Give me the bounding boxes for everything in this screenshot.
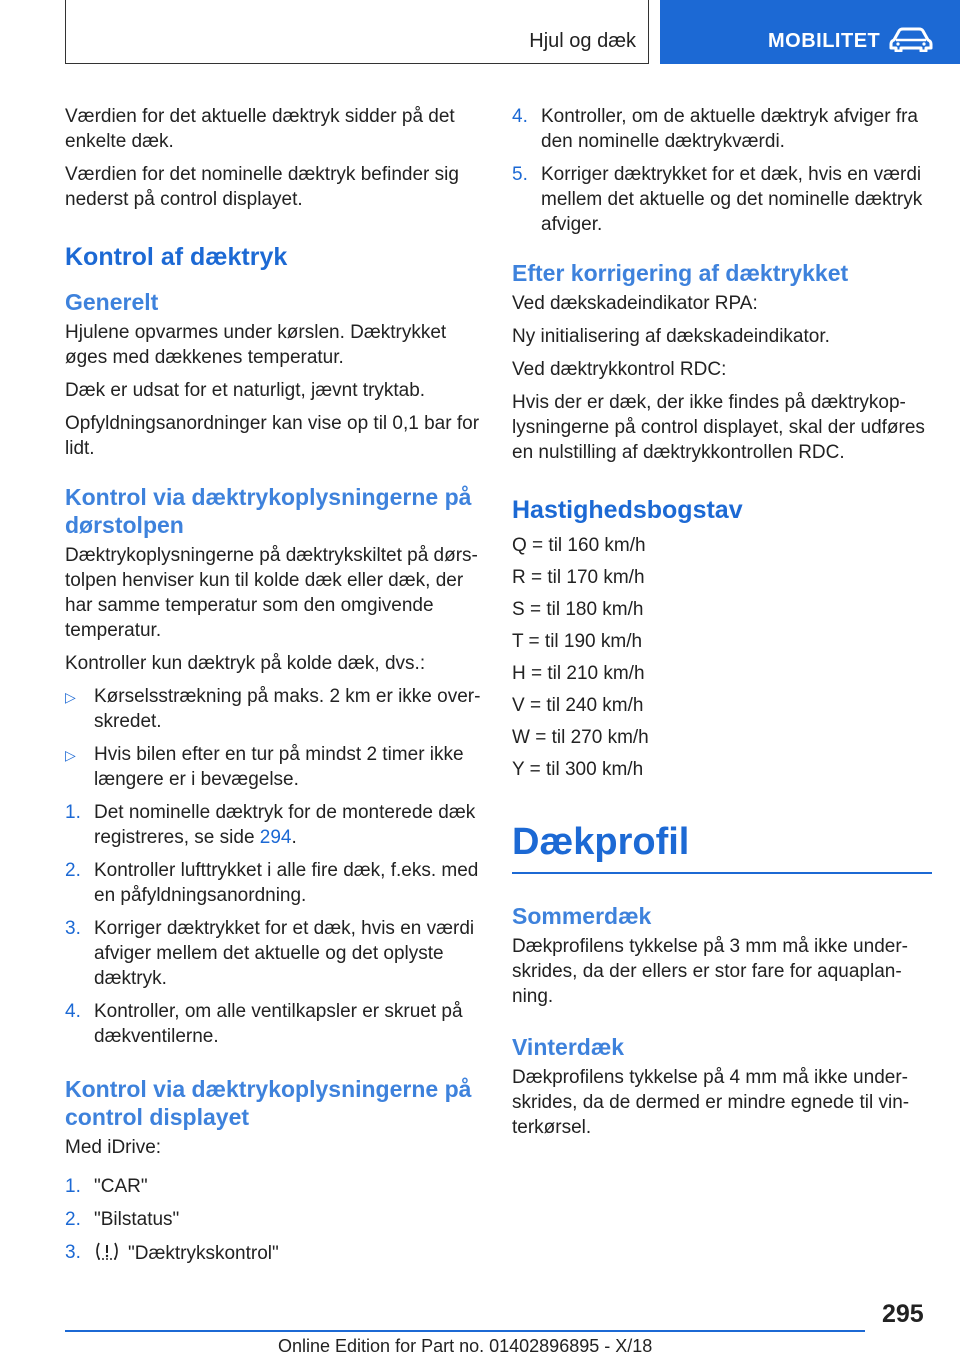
- step-text: Det nominelle dæktryk for de monterede dæk registreres, se side: [94, 802, 476, 848]
- step-number: 3.: [65, 1242, 81, 1263]
- speed-item: R = til 170 km/h: [512, 567, 645, 588]
- paragraph: Kontroller kun dæktryk på kolde dæk, dvs.:: [65, 653, 426, 674]
- step-text: "Bilstatus": [94, 1209, 180, 1230]
- heading-kontrol-control-display: Kontrol via dæktrykoplysningerne på control displayet: [65, 1076, 472, 1130]
- step-item: [512, 162, 932, 237]
- step-number: 1.: [65, 1176, 81, 1197]
- step-text: Kontroller, om alle ventilkapsler er skruet på dækventilerne.: [94, 1001, 463, 1047]
- tire-pressure-warning-icon: [94, 1240, 120, 1262]
- step-text: Kontroller, om de aktuelle dæktryk afviger fra den nominelle dæktrykværdi.: [541, 106, 919, 152]
- heading-hastighedsbogstav: Hastighedsbogstav: [512, 496, 743, 524]
- paragraph: Ny initialisering af dækskadeindikator.: [512, 326, 830, 347]
- speed-item: T = til 190 km/h: [512, 631, 643, 652]
- step-number: 2.: [65, 860, 81, 881]
- step-item: [65, 999, 483, 1049]
- paragraph: Ved dæktrykkontrol RDC:: [512, 359, 727, 380]
- speed-list: [512, 533, 932, 782]
- step-item: [65, 916, 483, 991]
- step-text: Korriger dæktrykket for et dæk, hvis en værdi mellem det aktuelle og det nominelle dæktryk afviger.: [541, 164, 923, 235]
- step-item: [512, 104, 932, 154]
- paragraph: Dæk er udsat for et naturligt, jævnt tryktab.: [65, 380, 426, 401]
- step-number: 3.: [65, 918, 81, 939]
- header-chapter-box: [660, 0, 960, 64]
- paragraph: Dæktrykoplysningerne på dæktrykskiltet på dørs-tolpen henviser kun til kolde dæk eller dæk, der har samme temperatur som den omgivende temperatur.: [65, 545, 478, 641]
- footer-edition-text: Online Edition for Part no. 01402896895 - X/18: [278, 1336, 653, 1356]
- right-column: [512, 104, 932, 1148]
- list-item: [65, 742, 483, 792]
- header-section-box: [65, 0, 649, 64]
- header-section-title: Hjul og dæk: [529, 30, 636, 52]
- page-number: 295: [882, 1300, 924, 1328]
- speed-item: W = til 270 km/h: [512, 727, 649, 748]
- step-text: Korriger dæktrykket for et dæk, hvis en værdi afviger mellem det aktuelle og det oplyste dæktryk.: [94, 918, 475, 989]
- heading-sommerdaek: Sommerdæk: [512, 903, 652, 929]
- step-text: Kontroller lufttrykket i alle fire dæk, f.eks. med en påfyldningsanordning.: [94, 860, 479, 906]
- step-text: "CAR": [94, 1176, 148, 1197]
- bullet-triangle-icon: ▷: [65, 689, 76, 705]
- bullet-triangle-icon: ▷: [65, 747, 76, 763]
- list-item-text: Kørselsstrækning på maks. 2 km er ikke over-skredet.: [94, 686, 481, 732]
- paragraph: Værdien for det aktuelle dæktryk sidder på det enkelte dæk.: [65, 106, 455, 152]
- paragraph: Dækprofilens tykkelse på 4 mm må ikke under-skrides, da de dermed er mindre egnede til vin-terkørsel.: [512, 1067, 910, 1138]
- step-text-suffix: .: [291, 827, 297, 848]
- speed-item: Y = til 300 km/h: [512, 759, 644, 780]
- paragraph: Med iDrive:: [65, 1137, 162, 1158]
- step-number: 4.: [512, 106, 528, 127]
- step-number: 4.: [65, 1001, 81, 1022]
- speed-item: Q = til 160 km/h: [512, 535, 646, 556]
- footer-divider: [65, 1330, 865, 1332]
- car-icon: [888, 26, 934, 52]
- paragraph: Værdien for det nominelle dæktryk befinder sig nederst på control displayet.: [65, 164, 459, 210]
- step-item: [65, 858, 483, 908]
- step-number: 2.: [65, 1209, 81, 1230]
- heading-daekprofil: Dækprofil: [512, 818, 932, 874]
- paragraph: Hvis der er dæk, der ikke findes på dæktrykop-lysningerne på control displayet, skal der udføres en nulstilling af dæktrykkontrollen RDC.: [512, 392, 925, 463]
- step-item: [65, 1207, 483, 1232]
- step-item: [65, 1240, 483, 1266]
- heading-generelt: Generelt: [65, 289, 159, 315]
- heading-efter-korrigering: Efter korrigering af dæktrykket: [512, 260, 849, 286]
- speed-item: H = til 210 km/h: [512, 663, 645, 684]
- speed-item: S = til 180 km/h: [512, 599, 644, 620]
- heading-vinterdaek: Vinterdæk: [512, 1034, 625, 1060]
- list-item-text: Hvis bilen efter en tur på mindst 2 timer ikke længere er i bevægelse.: [94, 744, 464, 790]
- paragraph: Hjulene opvarmes under kørslen. Dæktrykket øges med dækkenes temperatur.: [65, 322, 447, 368]
- header-chapter-title: MOBILITET: [768, 30, 881, 52]
- speed-item: V = til 240 km/h: [512, 695, 644, 716]
- heading-kontrol-af-daektryk: Kontrol af dæktryk: [65, 243, 288, 271]
- step-text: "Dæktrykskontrol": [128, 1243, 279, 1264]
- paragraph: Dækprofilens tykkelse på 3 mm må ikke under-skrides, da der ellers er stor fare for aquaplan-ning.: [512, 936, 908, 1007]
- left-column: [65, 104, 483, 1274]
- step-number: 5.: [512, 164, 528, 185]
- step-item: [65, 1174, 483, 1199]
- heading-kontrol-doerstolpen: Kontrol via dæktrykoplysningerne på dørstolpen: [65, 484, 472, 538]
- step-item: [65, 800, 483, 850]
- paragraph: Ved dækskadeindikator RPA:: [512, 293, 758, 314]
- paragraph: Opfyldningsanordninger kan vise op til 0,1 bar for lidt.: [65, 413, 480, 459]
- list-item: [65, 684, 483, 734]
- page-reference-link[interactable]: 294: [259, 827, 292, 848]
- step-number: 1.: [65, 802, 81, 823]
